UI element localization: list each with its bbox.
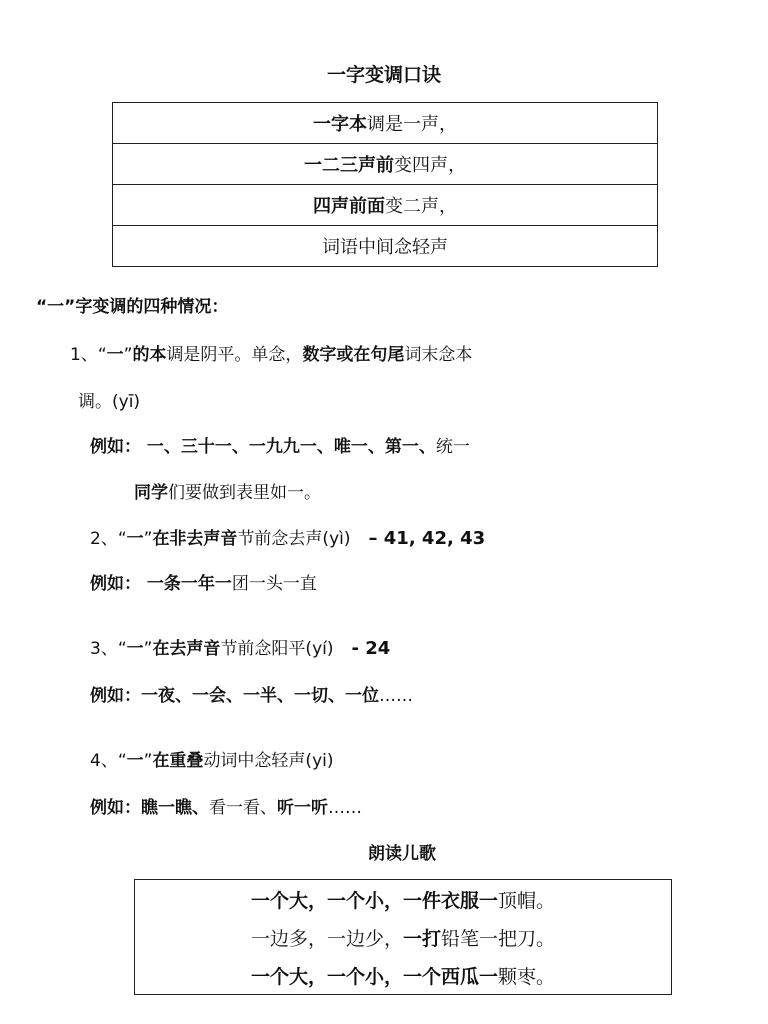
text-segment: 调是阴平。单念， <box>166 345 303 365</box>
text-segment: 统一 <box>435 437 470 457</box>
bold-text-segment: 例如：瞧一瞧、 <box>90 798 209 818</box>
bold-text-segment: 在重叠 <box>152 751 204 771</box>
text-segment: 节前念阳平(yí) <box>220 639 334 659</box>
text-segment: 1、“ <box>70 345 107 365</box>
bold-text-segment: 一个大，一个小，一件衣服一 <box>250 889 498 912</box>
case2-rule <box>90 524 485 549</box>
rhyme-line <box>113 144 657 185</box>
bold-text-segment: 一 <box>126 639 144 659</box>
text-segment: ” <box>143 639 153 659</box>
rhyme-line <box>113 185 657 226</box>
text-segment: 变四声， <box>394 155 466 176</box>
case1-rule <box>70 340 472 365</box>
text-segment: ” <box>123 345 133 365</box>
case2-example <box>90 569 317 594</box>
text-segment: 4、“ <box>90 751 127 771</box>
text-segment: 2、“ <box>90 529 127 549</box>
song-line <box>135 918 671 956</box>
text-segment: …… <box>379 686 413 706</box>
bold-text-segment: 四声前面 <box>313 196 385 217</box>
bold-text-segment: 一打 <box>402 927 441 950</box>
bold-text-segment: 一 <box>106 345 124 365</box>
bold-text-segment: 例如： 一、三十一、一九九一、唯一、第一、 <box>90 437 436 457</box>
rhyme-line <box>113 226 657 266</box>
bold-text-segment: 一字本 <box>313 114 367 135</box>
text-segment: 3、“ <box>90 639 127 659</box>
bold-text-segment: 数字或在句尾 <box>302 345 405 365</box>
bold-text-segment: 在去声音 <box>152 639 221 659</box>
nursery-rhyme-box <box>134 879 672 995</box>
case2-rule-text <box>90 529 351 549</box>
case3-tones: - 24 <box>351 638 391 659</box>
case4-rule <box>90 746 334 771</box>
song-title: 朗读儿歌 <box>368 844 436 864</box>
bold-text-segment: 同学 <box>134 483 168 503</box>
text-segment: 调是一声， <box>367 114 457 135</box>
bold-text-segment: 一 <box>126 751 144 771</box>
case2-tones: – 41, 42, 43 <box>368 528 486 549</box>
text-segment: 变二声， <box>385 196 457 217</box>
text-segment: ” <box>143 529 153 549</box>
text-segment: 顶帽。 <box>498 889 556 912</box>
bold-text-segment: 一个大，一个小，一个西瓜一 <box>250 965 498 988</box>
bold-text-segment: 一二三声前 <box>304 155 394 176</box>
case1-example <box>90 432 470 457</box>
text-segment: 一边多，一边少， <box>250 927 403 950</box>
case3-rule <box>90 634 390 659</box>
text-segment: 铅笔一把刀。 <box>441 927 556 950</box>
case4-example <box>90 793 362 818</box>
case3-example <box>90 681 413 706</box>
text-segment: 词语中间念轻声 <box>322 237 448 258</box>
bold-text-segment: 例如：一夜、一会、一半、一切、一位 <box>90 686 379 706</box>
text-segment: 动词中念轻声(yi) <box>203 751 334 771</box>
case1-rule-continued: 调。(yī) <box>78 392 141 412</box>
rhyme-line <box>113 103 657 144</box>
text-segment: 节前念去声(yì) <box>237 529 351 549</box>
section-heading: “一”字变调的四种情况： <box>36 297 229 317</box>
song-line <box>135 956 671 994</box>
text-segment: 词末念本 <box>404 345 473 365</box>
text-segment: 看一看、 <box>209 798 277 818</box>
bold-text-segment: 在非去声音 <box>152 529 238 549</box>
bold-text-segment: 一 <box>126 529 144 549</box>
bold-text-segment: 听一听 <box>277 798 328 818</box>
case1-example-sentence <box>134 478 321 503</box>
rhyme-table <box>112 102 658 267</box>
text-segment: 团一头一直 <box>231 574 317 594</box>
case3-rule-text <box>90 639 334 659</box>
text-segment: 们要做到表里如一。 <box>168 483 321 503</box>
bold-text-segment: 的本 <box>132 345 167 365</box>
page-title: 一字变调口诀 <box>326 64 441 86</box>
song-line <box>135 880 671 918</box>
bold-text-segment: 例如： 一条一年一 <box>90 574 232 594</box>
text-segment: ” <box>143 751 153 771</box>
text-segment: …… <box>328 798 362 818</box>
text-segment: 颗枣。 <box>498 965 556 988</box>
